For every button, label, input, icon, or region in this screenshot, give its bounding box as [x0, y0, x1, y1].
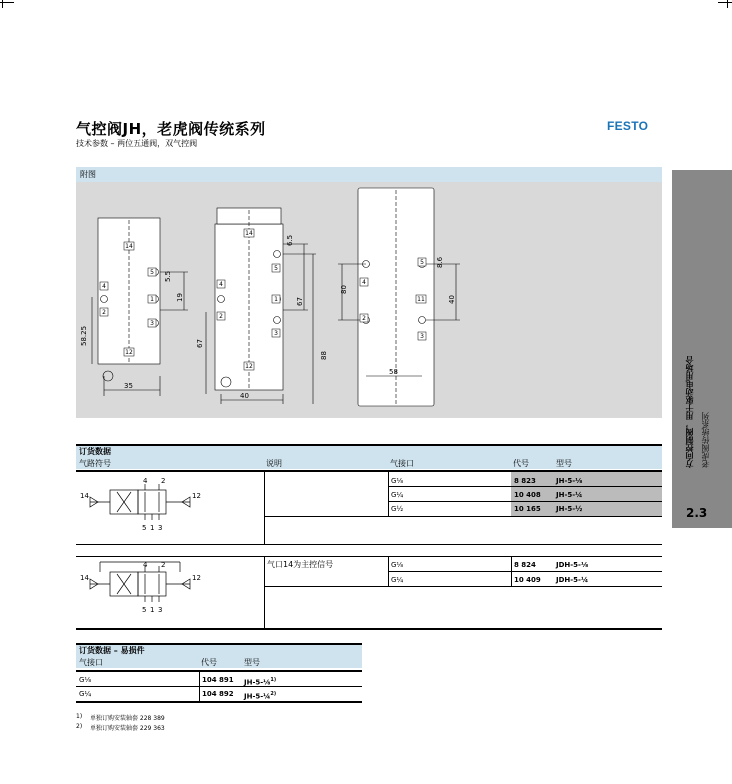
order2-col-type: 型号 [244, 658, 260, 667]
svg-text:14: 14 [245, 230, 253, 237]
o2-code-1: 104 892 [202, 690, 234, 698]
svg-text:5: 5 [150, 269, 154, 276]
o2-port-0: G⅛ [79, 676, 92, 684]
order2-col-port: 气接口 [79, 658, 103, 667]
crop-mark [2, 0, 3, 8]
svg-text:5: 5 [274, 265, 278, 272]
footnote-text: 单独订购安装轴套 229 363 [90, 725, 165, 732]
svg-text:12: 12 [125, 349, 133, 356]
o2-code-0: 104 891 [202, 676, 234, 684]
svg-text:11: 11 [417, 296, 425, 303]
svg-text:1: 1 [150, 296, 154, 303]
chapter-tab-label [684, 356, 711, 496]
g1-type-1: JH-5-¼ [556, 491, 583, 499]
col-desc: 说明 [266, 459, 282, 468]
page-subtitle: 技术参数 – 两位五通阀，双气控阀 [76, 139, 198, 148]
g2-desc: 气口14为主控信号 [267, 560, 334, 569]
order2-section-title: 订货数据 – 易损件 [76, 643, 362, 656]
sym-label-14: 14 [80, 574, 89, 582]
g1-type-2: JH-5-½ [556, 505, 583, 513]
dimension-label: 58 [389, 368, 398, 376]
dimension-label: 35 [124, 382, 133, 390]
crop-mark [718, 2, 732, 3]
order-column-header-row [76, 457, 662, 469]
dimension-label: 67 [196, 339, 204, 348]
col-symbol: 气路符号 [79, 459, 111, 468]
svg-text:2: 2 [219, 313, 223, 320]
svg-text:12: 12 [245, 363, 253, 370]
svg-text:3: 3 [150, 320, 154, 327]
col-type: 型号 [556, 459, 572, 468]
chapter-tab-line2: 老虎阀传统系列 [701, 412, 711, 468]
sym-label-4: 4 [143, 561, 148, 569]
dimension-drawing [76, 182, 662, 418]
appendix-header: 附图 [76, 167, 662, 182]
sym-label-3: 3 [158, 606, 163, 614]
g2-code-1: 10 409 [514, 576, 541, 584]
svg-text:3: 3 [420, 333, 424, 340]
sym-label-5: 5 [142, 524, 147, 532]
dimension-label: 58.25 [80, 325, 88, 346]
g2-type-1: JDH-5-¼ [556, 576, 589, 584]
svg-text:4: 4 [102, 283, 106, 290]
dimension-label: 80 [340, 285, 348, 294]
brand-logo: FESTO [607, 119, 649, 133]
svg-text:4: 4 [219, 281, 223, 288]
footnote-mark: 1) [76, 713, 83, 720]
dimension-label: 6.5 [286, 234, 294, 246]
g1-port-1: G¼ [391, 491, 404, 499]
col-port: 气接口 [390, 459, 414, 468]
chapter-tab-line1: 方向控制阀，用于驱动电用场合 [685, 356, 694, 468]
svg-text:2: 2 [102, 309, 106, 316]
o2-type-1: JH-5-¼$^{2)}$ [244, 691, 277, 701]
col-code: 代号 [513, 459, 529, 468]
sym-label-5: 5 [142, 606, 147, 614]
dimension-label: 40 [240, 392, 249, 400]
g1-code-1: 10 408 [514, 491, 541, 499]
svg-text:2: 2 [362, 315, 366, 322]
sym-label-12: 12 [192, 574, 201, 582]
sym-label-2: 2 [161, 561, 166, 569]
sym-label-12: 12 [192, 492, 201, 500]
chapter-number: 2.3 [686, 506, 708, 520]
sym-label-4: 4 [143, 477, 148, 485]
o2-port-1: G¼ [79, 690, 92, 698]
o2-type-0: JH-5-⅛$^{1)}$ [244, 677, 277, 687]
g1-port-0: G⅛ [391, 477, 404, 485]
footnote-mark: 2) [76, 723, 83, 730]
page-title: 气控阀JH，老虎阀传统系列 [76, 120, 266, 138]
g1-code-2: 10 165 [514, 505, 541, 513]
dimension-label: 8.6 [436, 256, 444, 268]
footnote-text: 单独订购安装轴套 228 389 [90, 715, 165, 722]
dimension-label: 5.5 [164, 270, 172, 282]
crop-mark [727, 0, 728, 8]
order2-column-header-row [76, 656, 362, 668]
g2-type-0: JDH-5-⅛ [556, 561, 589, 569]
g2-port-1: G¼ [391, 576, 404, 584]
g1-type-0: JH-5-⅛ [556, 477, 583, 485]
svg-text:4: 4 [362, 279, 366, 286]
g2-code-0: 8 824 [514, 561, 536, 569]
dimension-label: 19 [176, 293, 184, 302]
order-section-title: 订货数据 [76, 444, 662, 457]
dimension-label: 67 [296, 297, 304, 306]
dimension-label: 88 [320, 351, 328, 360]
dimension-label: 40 [448, 295, 456, 304]
pneumatic-symbol-icon [80, 558, 210, 620]
g2-port-0: G⅛ [391, 561, 404, 569]
sym-label-2: 2 [161, 477, 166, 485]
sym-label-14: 14 [80, 492, 89, 500]
svg-text:3: 3 [274, 330, 278, 337]
sym-label-1: 1 [150, 524, 155, 532]
pneumatic-symbol-icon [80, 476, 210, 536]
svg-text:1: 1 [274, 296, 278, 303]
order2-col-code: 代号 [201, 658, 217, 667]
sym-label-3: 3 [158, 524, 163, 532]
g1-port-2: G½ [391, 505, 404, 513]
g1-code-0: 8 823 [514, 477, 536, 485]
port-label: 14 [125, 243, 133, 250]
svg-text:5: 5 [420, 259, 424, 266]
sym-label-1: 1 [150, 606, 155, 614]
